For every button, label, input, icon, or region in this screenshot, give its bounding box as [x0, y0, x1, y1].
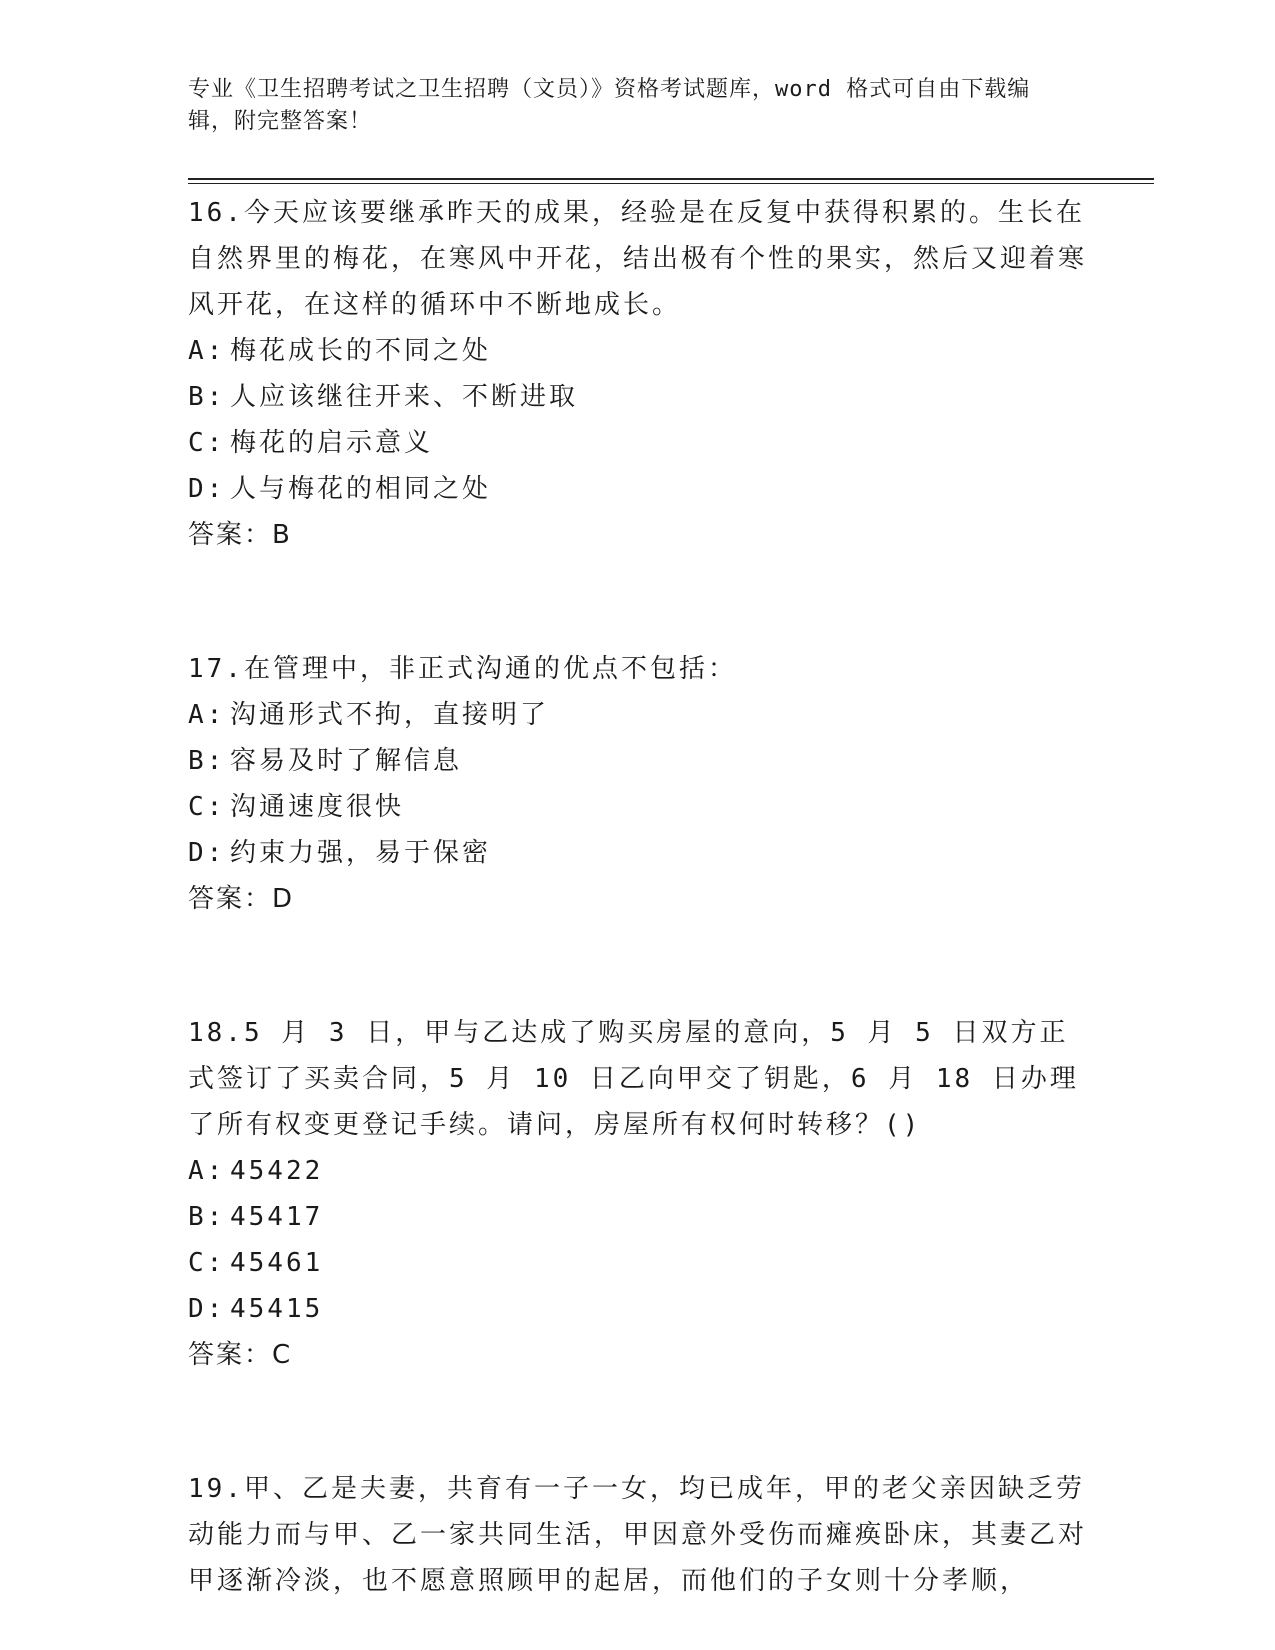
option-a	[188, 1148, 1088, 1194]
question-spacer	[188, 922, 1088, 1010]
option-text: 人与梅花的相同之处	[230, 474, 492, 504]
option-c	[188, 1240, 1088, 1286]
option-letter: D:	[188, 474, 226, 504]
question-17	[188, 646, 1088, 922]
option-d	[188, 466, 1088, 512]
option-text: 梅花成长的不同之处	[230, 336, 492, 366]
option-b	[188, 374, 1088, 420]
option-d	[188, 1286, 1088, 1332]
option-text: 梅花的启示意义	[230, 428, 434, 458]
option-text: 约束力强，易于保密	[230, 838, 492, 868]
question-spacer	[188, 1378, 1088, 1466]
option-letter: C:	[188, 1248, 226, 1278]
answer-line: 答案：C	[188, 1340, 293, 1370]
question-18	[188, 1010, 1088, 1378]
option-letter: B:	[188, 382, 226, 412]
option-letter: B:	[188, 746, 226, 776]
option-letter: D:	[188, 838, 226, 868]
option-c	[188, 420, 1088, 466]
option-text: 人应该继往开来、不断进取	[230, 382, 579, 412]
answer-line: 答案：B	[188, 520, 292, 550]
option-text: 45422	[230, 1156, 324, 1186]
question-list	[188, 190, 1088, 1604]
document-header: 专业《卫生招聘考试之卫生招聘（文员）》资格考试题库，word 格式可自由下载编辑，附完整答案！	[188, 77, 1031, 134]
option-d	[188, 830, 1088, 876]
option-a	[188, 692, 1088, 738]
question-spacer	[188, 558, 1088, 646]
option-text: 45461	[230, 1248, 324, 1278]
question-stem: 16.今天应该要继承昨天的成果，经验是在反复中获得积累的。生长在自然界里的梅花，在寒风中开花，结出极有个性的果实，然后又迎着寒风开花，在这样的循环中不断地成长。	[188, 198, 1088, 320]
option-text: 45417	[230, 1202, 324, 1232]
question-19	[188, 1466, 1088, 1604]
question-stem: 17.在管理中，非正式沟通的优点不包括：	[188, 654, 737, 684]
header-divider-thin	[188, 183, 1154, 184]
option-letter: B:	[188, 1202, 226, 1232]
option-letter: A:	[188, 700, 226, 730]
header-divider-thick	[188, 178, 1154, 180]
option-text: 45415	[230, 1294, 324, 1324]
answer-line: 答案：D	[188, 884, 295, 914]
option-letter: A:	[188, 1156, 226, 1186]
option-b	[188, 1194, 1088, 1240]
question-stem: 18.5 月 3 日，甲与乙达成了购买房屋的意向，5 月 5 日双方正式签订了买卖合同，5 月 10 日乙向甲交了钥匙，6 月 18 日办理了所有权变更登记手续。请问，房屋所有权何时转移？()	[188, 1018, 1079, 1140]
option-b	[188, 738, 1088, 784]
question-16	[188, 190, 1088, 558]
option-text: 沟通形式不拘，直接明了	[230, 700, 550, 730]
question-stem: 19.甲、乙是夫妻，共育有一子一女，均已成年，甲的老父亲因缺乏劳动能力而与甲、乙一家共同生活，甲因意外受伤而瘫痪卧床，其妻乙对甲逐渐冷淡，也不愿意照顾甲的起居，而他们的子女则十分孝顺，	[188, 1474, 1088, 1596]
option-c	[188, 784, 1088, 830]
option-text: 沟通速度很快	[230, 792, 405, 822]
option-letter: C:	[188, 792, 226, 822]
option-text: 容易及时了解信息	[230, 746, 463, 776]
option-a	[188, 328, 1088, 374]
option-letter: A:	[188, 336, 226, 366]
option-letter: D:	[188, 1294, 226, 1324]
option-letter: C:	[188, 428, 226, 458]
